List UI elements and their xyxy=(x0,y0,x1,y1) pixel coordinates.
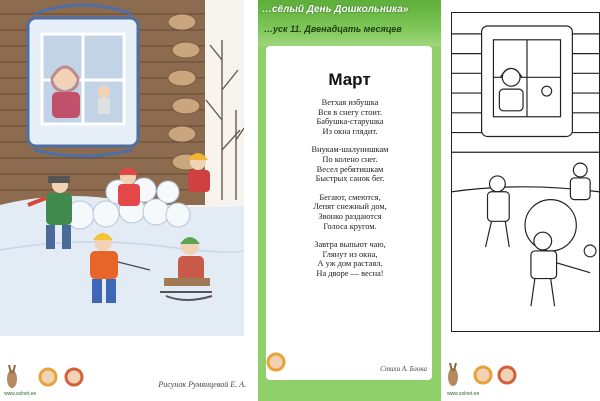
poem-credit: Стихи А. Блока xyxy=(380,365,427,373)
winter-village-illustration xyxy=(0,0,244,336)
poem-line: Внукам-шалунишкам xyxy=(311,145,389,155)
header-banner xyxy=(258,0,441,46)
poem-line: Быстрых санок бег. xyxy=(315,174,385,184)
stanza-2 xyxy=(268,145,432,183)
poem-title: Март xyxy=(328,70,371,89)
poem-line: Звонко раздаются xyxy=(318,211,382,221)
right-page xyxy=(441,0,600,401)
site-url: www.solnet.ee xyxy=(447,391,480,397)
poem-line: Глянут из окна, xyxy=(322,249,378,259)
poem-line: На дворе — весна! xyxy=(316,268,384,278)
coloring-outline-illustration xyxy=(451,12,600,332)
poem-line: Ветхая избушка xyxy=(321,98,379,107)
header-issue: …уск 11. Двенадцать месяцев xyxy=(264,24,402,34)
poem-line: Бабушка-старушка xyxy=(316,117,384,127)
stanza-1 xyxy=(268,98,432,136)
poem-body xyxy=(268,98,432,288)
middle-page xyxy=(258,0,441,401)
poem-line: Из окна глядит. xyxy=(322,126,378,136)
header-title: …сёлый День Дошкольника» xyxy=(262,4,409,15)
site-url: www.solnet.ee xyxy=(4,391,37,397)
mascot-icon xyxy=(258,347,294,377)
poem-line: По колено снег. xyxy=(322,154,378,164)
stanza-3 xyxy=(268,193,432,231)
stanza-4 xyxy=(268,240,432,278)
left-page xyxy=(0,0,258,401)
mascot-icons xyxy=(443,357,523,391)
poem-line: Лепят снежный дом, xyxy=(313,202,387,212)
poem-line: Вся в снегу стоит. xyxy=(318,107,382,117)
poem-line: Завтра выпьют чаю, xyxy=(314,240,386,250)
mascot-icons xyxy=(2,359,92,393)
poem-line: Весел ребятишкам xyxy=(316,164,384,174)
poem-line: Бегают, смеются, xyxy=(319,192,381,202)
poem-line: А уж дом растаял. xyxy=(317,259,383,269)
illustration-credit: Рисунок Румянцевой Е. А. xyxy=(158,380,246,389)
poem-line: Голоса кругом. xyxy=(323,221,377,231)
